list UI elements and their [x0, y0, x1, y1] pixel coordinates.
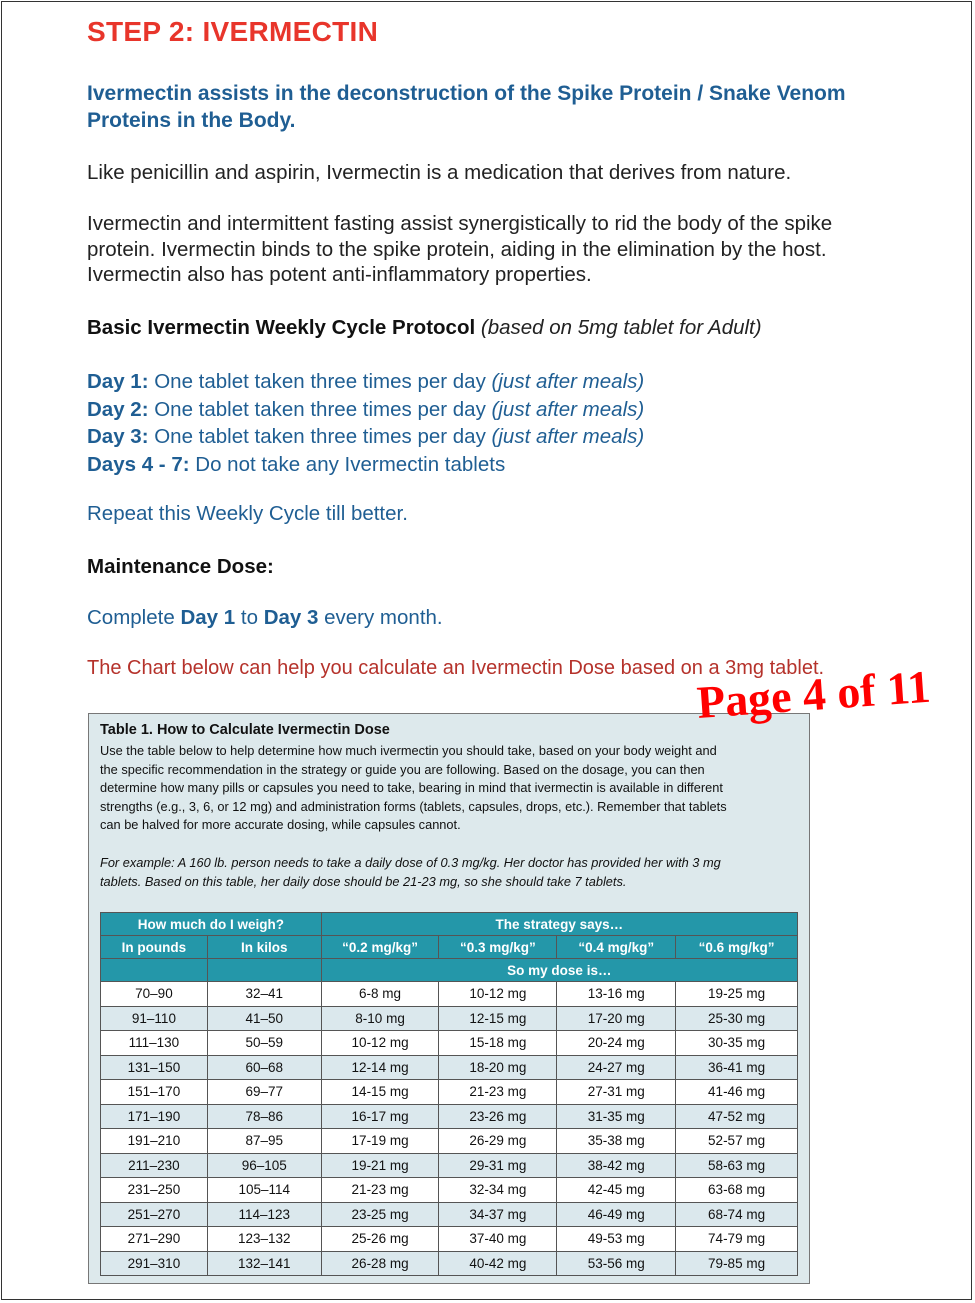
table-row — [101, 1153, 798, 1178]
day-note: (just after meals) — [491, 370, 645, 393]
cell-dose-0-4: 35-38 mg — [557, 1129, 676, 1154]
paragraph-nature: Like penicillin and aspirin, Ivermectin is a medication that derives from nature. — [87, 161, 792, 184]
maintenance-post: every month. — [324, 606, 443, 629]
cell-dose-0-2: 10-12 mg — [321, 1031, 439, 1056]
cell-dose-0-2: 19-21 mg — [321, 1153, 439, 1178]
intro-heading: Ivermectin assists in the deconstruction of the Spike Protein / Snake Venom Proteins in the Body. — [87, 82, 846, 132]
cell-kilos: 114–123 — [207, 1202, 321, 1227]
cell-dose-0-2: 12-14 mg — [321, 1055, 439, 1080]
header-dose-sub: So my dose is… — [321, 959, 797, 982]
cell-dose-0-2: 17-19 mg — [321, 1129, 439, 1154]
table-row — [101, 1129, 798, 1154]
cell-dose-0-4: 17-20 mg — [557, 1006, 676, 1031]
maintenance-from: Day 1 — [180, 606, 236, 629]
paragraph-line: Ivermectin also has potent anti-inflammatory properties. — [87, 263, 592, 286]
header-dose-0-3: “0.3 mg/kg” — [439, 936, 557, 959]
cell-pounds: 171–190 — [101, 1104, 208, 1129]
example-line: tablets. Based on this table, her daily dose should be 21-23 mg, so she should take 7 tablets. — [100, 873, 627, 889]
cell-dose-0-4: 46-49 mg — [557, 1202, 676, 1227]
dose-table — [100, 912, 798, 1276]
protocol-heading-text: Basic Ivermectin Weekly Cycle Protocol — [87, 316, 476, 339]
cell-dose-0-6: 68-74 mg — [676, 1202, 798, 1227]
cell-kilos: 41–50 — [207, 1006, 321, 1031]
cell-dose-0-2: 16-17 mg — [321, 1104, 439, 1129]
day-row — [87, 423, 644, 451]
maintenance-to: Day 3 — [263, 606, 319, 629]
header-dose-0-2: “0.2 mg/kg” — [321, 936, 439, 959]
cell-dose-0-6: 30-35 mg — [676, 1031, 798, 1056]
header-dose-0-4: “0.4 mg/kg” — [557, 936, 676, 959]
table-title: Table 1. How to Calculate Ivermectin Dose — [100, 722, 390, 738]
header-dose-0-6: “0.6 mg/kg” — [676, 936, 798, 959]
table-description — [100, 742, 802, 835]
maintenance-pre: Complete — [87, 606, 175, 629]
day-note: (just after meals) — [491, 397, 645, 421]
protocol-heading-note: (based on 5mg tablet for Adult) — [480, 316, 762, 339]
cell-dose-0-2: 8-10 mg — [321, 1006, 439, 1031]
header-blank — [101, 959, 208, 982]
cell-pounds: 91–110 — [101, 1006, 208, 1031]
cell-dose-0-4: 31-35 mg — [557, 1104, 676, 1129]
cell-pounds: 231–250 — [101, 1178, 208, 1203]
cell-pounds: 111–130 — [101, 1031, 208, 1056]
cell-dose-0-4: 49-53 mg — [557, 1227, 676, 1252]
table-row — [101, 1080, 798, 1105]
cell-kilos: 78–86 — [207, 1104, 321, 1129]
cell-dose-0-6: 36-41 mg — [676, 1055, 798, 1080]
dose-table-body — [101, 982, 798, 1276]
description-line: determine how many pills or capsules you need to take, bearing in mind that ivermectin is available in different — [100, 780, 723, 795]
table-row — [101, 1178, 798, 1203]
cell-kilos: 132–141 — [207, 1251, 321, 1276]
cell-dose-0-4: 13-16 mg — [557, 982, 676, 1007]
cell-pounds: 271–290 — [101, 1227, 208, 1252]
maintenance-text — [87, 606, 443, 630]
day-text: One tablet taken three times per day — [154, 370, 486, 393]
cell-dose-0-2: 26-28 mg — [321, 1251, 439, 1276]
cell-kilos: 87–95 — [207, 1129, 321, 1154]
day-label: Day 1: — [87, 370, 149, 393]
cell-dose-0-3: 15-18 mg — [439, 1031, 557, 1056]
day-note: (just after meals) — [491, 425, 645, 448]
day-text: Do not take any Ivermectin tablets — [195, 452, 506, 476]
cell-kilos: 96–105 — [207, 1153, 321, 1178]
cell-dose-0-3: 34-37 mg — [439, 1202, 557, 1227]
cell-dose-0-6: 19-25 mg — [676, 982, 798, 1007]
paragraph-line: protein. Ivermectin binds to the spike protein, aiding in the elimination by the host. — [87, 237, 827, 261]
cell-dose-0-6: 47-52 mg — [676, 1104, 798, 1129]
cell-pounds: 151–170 — [101, 1080, 208, 1105]
header-blank — [207, 959, 321, 982]
table-row — [101, 1055, 798, 1080]
cell-dose-0-2: 6-8 mg — [321, 982, 439, 1007]
header-strategy: The strategy says… — [321, 913, 797, 936]
table-row — [101, 1202, 798, 1227]
cell-dose-0-6: 25-30 mg — [676, 1006, 798, 1031]
cell-pounds: 291–310 — [101, 1251, 208, 1276]
chart-note: The Chart below can help you calculate an Ivermectin Dose based on a 3mg tablet. — [87, 657, 825, 679]
cell-pounds: 191–210 — [101, 1129, 208, 1154]
table-row — [101, 1251, 798, 1276]
cell-dose-0-3: 37-40 mg — [439, 1227, 557, 1252]
cell-pounds: 251–270 — [101, 1202, 208, 1227]
dose-table-panel — [88, 713, 810, 1284]
maintenance-mid: to — [240, 606, 258, 629]
cell-dose-0-6: 63-68 mg — [676, 1178, 798, 1203]
day-text: One tablet taken three times per day — [154, 397, 486, 421]
table-row — [101, 1104, 798, 1129]
header-weigh: How much do I weigh? — [101, 913, 322, 936]
paragraph-synergy — [87, 211, 927, 288]
cell-dose-0-3: 26-29 mg — [439, 1129, 557, 1154]
maintenance-heading: Maintenance Dose: — [87, 555, 274, 578]
description-line: strengths (e.g., 3, 6, or 12 mg) and administration forms (tablets, capsules, drops, etc.). Remember that tablets — [100, 798, 727, 814]
cell-dose-0-6: 52-57 mg — [676, 1129, 798, 1154]
cell-dose-0-3: 18-20 mg — [439, 1055, 557, 1080]
description-line: Use the table below to help determine how much ivermectin you should take, based on your body weight and — [100, 743, 717, 758]
repeat-note: Repeat this Weekly Cycle till better. — [87, 502, 408, 525]
protocol-days — [87, 368, 644, 478]
day-label: Day 2: — [87, 397, 149, 421]
cell-dose-0-4: 53-56 mg — [557, 1251, 676, 1276]
cell-dose-0-6: 58-63 mg — [676, 1153, 798, 1178]
cell-dose-0-4: 27-31 mg — [557, 1080, 676, 1105]
table-row — [101, 1227, 798, 1252]
cell-kilos: 60–68 — [207, 1055, 321, 1080]
cell-pounds: 211–230 — [101, 1153, 208, 1178]
day-label: Days 4 - 7: — [87, 452, 190, 476]
table-example — [100, 854, 802, 891]
cell-dose-0-3: 12-15 mg — [439, 1006, 557, 1031]
cell-dose-0-4: 20-24 mg — [557, 1031, 676, 1056]
protocol-heading — [87, 316, 762, 340]
cell-dose-0-2: 25-26 mg — [321, 1227, 439, 1252]
cell-dose-0-3: 40-42 mg — [439, 1251, 557, 1276]
cell-pounds: 131–150 — [101, 1055, 208, 1080]
cell-dose-0-3: 21-23 mg — [439, 1080, 557, 1105]
day-row — [87, 396, 644, 424]
day-row — [87, 451, 644, 479]
cell-dose-0-3: 10-12 mg — [439, 982, 557, 1007]
header-pounds: In pounds — [101, 936, 208, 959]
cell-dose-0-2: 14-15 mg — [321, 1080, 439, 1105]
header-kilos: In kilos — [207, 936, 321, 959]
day-text: One tablet taken three times per day — [154, 425, 486, 448]
cell-dose-0-4: 24-27 mg — [557, 1055, 676, 1080]
cell-kilos: 50–59 — [207, 1031, 321, 1056]
cell-pounds: 70–90 — [101, 982, 208, 1007]
description-line: can be halved for more accurate dosing, while capsules cannot. — [100, 817, 461, 832]
paragraph-line: Ivermectin and intermittent fasting assist synergistically to rid the body of the spike — [87, 212, 833, 235]
cell-kilos: 105–114 — [207, 1178, 321, 1203]
cell-dose-0-4: 38-42 mg — [557, 1153, 676, 1178]
cell-dose-0-6: 79-85 mg — [676, 1251, 798, 1276]
cell-dose-0-3: 23-26 mg — [439, 1104, 557, 1129]
page-number-stamp: Page 4 of 11 — [695, 660, 933, 728]
cell-dose-0-6: 74-79 mg — [676, 1227, 798, 1252]
table-row — [101, 1006, 798, 1031]
cell-dose-0-3: 32-34 mg — [439, 1178, 557, 1203]
cell-dose-0-2: 23-25 mg — [321, 1202, 439, 1227]
cell-kilos: 32–41 — [207, 982, 321, 1007]
table-row — [101, 982, 798, 1007]
cell-dose-0-3: 29-31 mg — [439, 1153, 557, 1178]
day-label: Day 3: — [87, 425, 149, 448]
example-line: For example: A 160 lb. person needs to take a daily dose of 0.3 mg/kg. Her doctor has provided her with 3 mg — [100, 855, 721, 870]
cell-dose-0-2: 21-23 mg — [321, 1178, 439, 1203]
cell-kilos: 123–132 — [207, 1227, 321, 1252]
table-row — [101, 1031, 798, 1056]
cell-dose-0-6: 41-46 mg — [676, 1080, 798, 1105]
cell-dose-0-4: 42-45 mg — [557, 1178, 676, 1203]
description-line: the specific recommendation in the strategy or guide you are following. Based on the dosage, you can then — [100, 761, 705, 777]
day-row — [87, 368, 644, 396]
cell-kilos: 69–77 — [207, 1080, 321, 1105]
page-title: STEP 2: IVERMECTIN — [87, 16, 379, 47]
